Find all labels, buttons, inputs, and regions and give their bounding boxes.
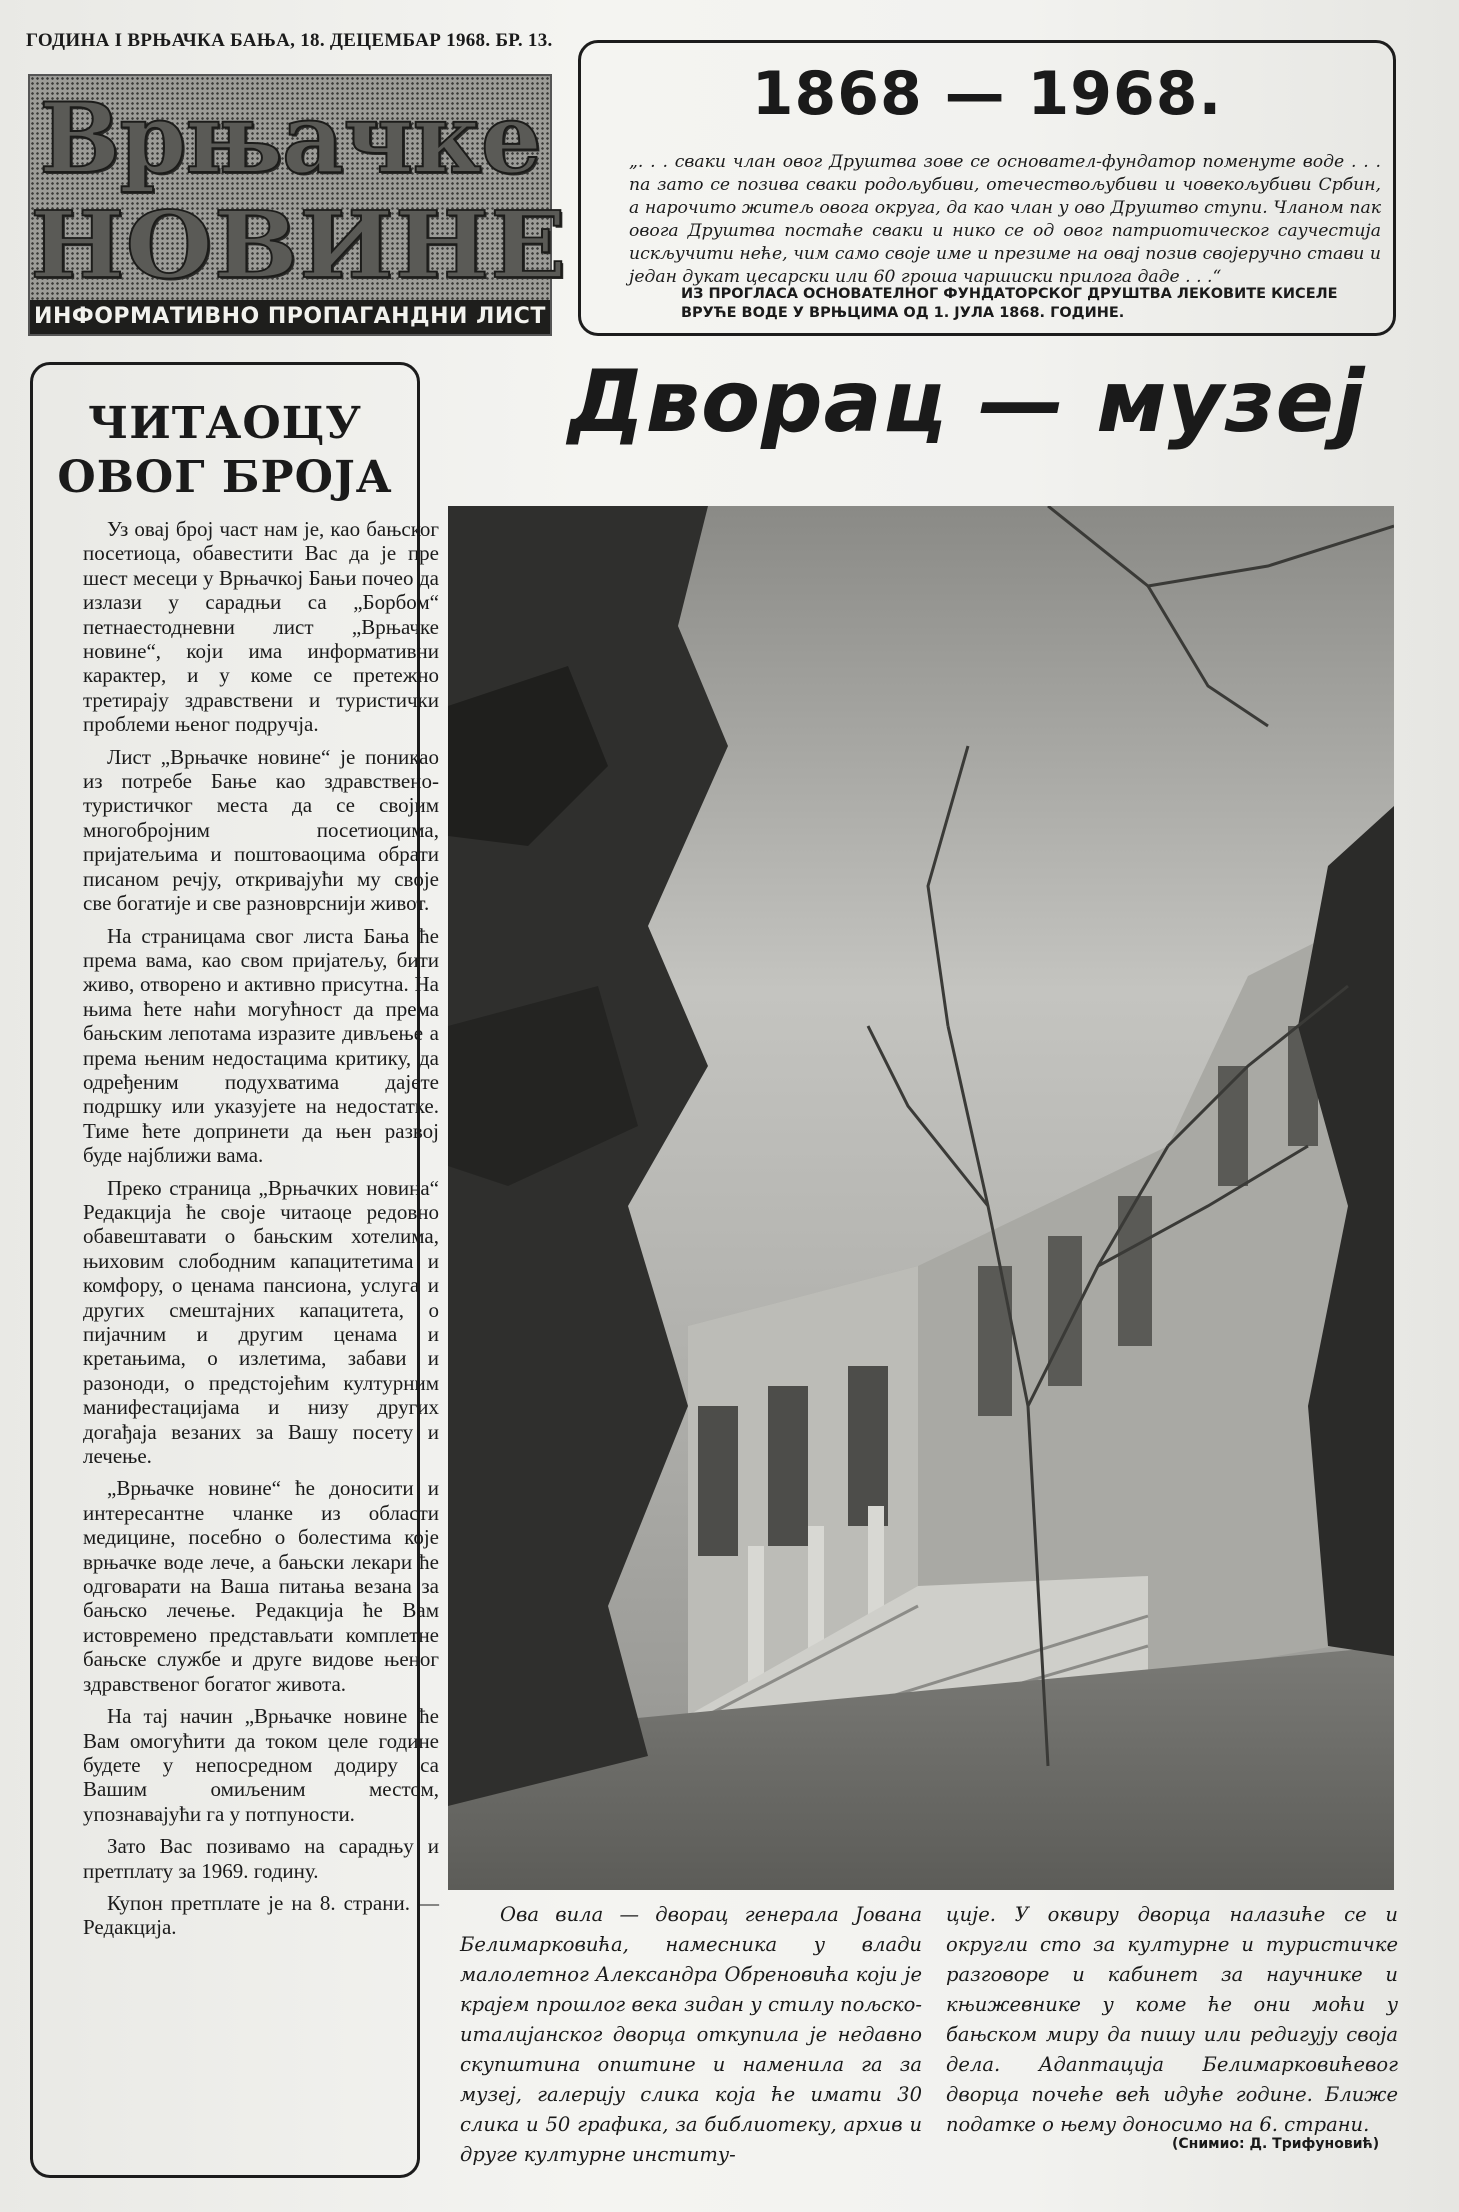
- reader-note-box: [30, 362, 439, 2178]
- article-headline: Дворац — музеј: [568, 352, 1366, 452]
- castle-photo: [448, 506, 1394, 1890]
- reader-note-body: [83, 517, 439, 1948]
- masthead-subtitle: ИНФОРМАТИВНО ПРОПАГАНДНИ ЛИСТ: [30, 300, 550, 334]
- reader-note-paragraph: Зато Вас позивамо на сарадњу и претплату за 1969. годину.: [83, 1834, 439, 1883]
- anniversary-quote: „. . . сваки члан овог Друштва зове се основател-фундатор поменуте воде . . . па зато се позива сваки родољубиви, отечествољубиви и човекољубиви Србин, а нарочито житељ овога округа, да као члан у ово Друштво ступи. Чланом пак овога Друштва постаће сваки и нико се од овог патриотическог саучестија искључити неће, чим само своје име и презиме на овај позив својеручно стави и један дукат цесарски или 60 гроша чаршиски прилога даде . . .“: [629, 152, 1381, 287]
- reader-note-paragraph: „Врњачке новине“ ће доносити и интересантне чланке из области медицине, посебно о болестима које врњачке воде лече, а бањски лекари ће одговарати на Ваша питања везана за бањско лечење. Редакција ће Вам истовремено представљати комплетне бањске службе и друге видове њеног здравственог богатог живота.: [83, 1476, 439, 1696]
- anniversary-source: ИЗ ПРОГЛАСА ОСНОВАТЕЛНОГ ФУНДАТОРСКОГ ДРУШТВА ЛЕКОВИТЕ КИСЕЛЕ ВРУЋЕ ВОДЕ У ВРЊЦИМА ОД 1. ЈУЛА 1868. ГОДИНЕ.: [681, 286, 1338, 321]
- reader-note-paragraph: Преко страница „Врњачких новина“ Редакција ће своје читаоце редовно обавештавати о бањским хотелима, њиховим слободним капацитетима и комфору, о ценама пансиона, услуга и других смештајних капацитета, о пијачним и другим ценама и кретањима, о излетима, забави и разоноди, о предстојећим културним манифестацијама и низу других догађаја везаних за Вашу посету и лечење.: [83, 1175, 439, 1469]
- anniversary-box: [578, 40, 1396, 336]
- masthead-title-line2: НОВИНЕ: [30, 190, 568, 300]
- dateline: ГОДИНА I ВРЊАЧКА БАЊА, 18. ДЕЦЕМБАР 1968. БР. 13.: [26, 30, 553, 51]
- masthead: [28, 74, 568, 336]
- photo-credit: (Снимио: Д. Трифуновић): [1172, 2136, 1380, 2152]
- anniversary-title: 1868 — 1968.: [751, 59, 1223, 129]
- photo-caption-right: ције. У оквиру дворца налазиће се и округли сто за културне и туристичке разговоре и кабинет за научнике и књижевнике у коме ће они моћи у бањском миру да пишу или редигују своја дела. Адаптација Белимарковићевог дворца почеће већ идуће године. Ближе податке о њему доносимо на 6. страни.: [946, 1903, 1398, 2136]
- reader-note-paragraph: Лист „Врњачке новине“ је поникао из потребе Бање као здравствено-туристичког места да се својим многобројним посетиоцима, пријатељима и поштоваоцима обрати писаном речју, откривајући му своје све богатије и све разноврснији живот.: [83, 744, 439, 916]
- masthead-title-line1: Врњачке: [39, 82, 541, 195]
- reader-note-title: ЧИТАОЦУ ОВОГ БРОЈА: [57, 398, 393, 503]
- reader-note-paragraph: Уз овај број част нам је, као бањског посетиоца, обавестити Вас да је пре шест месеци у Врњачкој Бањи почео да излази у сарадњи са „Борбом“ петнаестодневни лист „Врњачке новине“, који има информативни карактер, и у коме се претежно третирају здравствени и туристички проблеми њеног подручја.: [83, 517, 439, 737]
- photo-caption-left: Ова вила — дворац генерала Јована Белимарковића, намесника у влади малолетног Александра Обреновића који је крајем прошлог века зидан у стилу пољско-италијанског дворца откупила је недавно скупштина општине и наменила га за музеј, галерију слика која ће имати 30 слика и 50 графика, за библиотеку, архив и друге културне институ-: [460, 1903, 922, 2166]
- reader-note-paragraph: Купон претплате је на 8. страни. — Редакција.: [83, 1890, 439, 1940]
- reader-note-paragraph: На тај начин „Врњачке новине ће Вам омогућити да током целе године будете у непосредном додиру са Вашим омиљеним местом, упознавајући га у потпуности.: [83, 1704, 439, 1826]
- reader-note-paragraph: На страницама свог листа Бања ће према вама, као свом пријатељу, бити живо, отворено и активно присутна. На њима ћете наћи могућност да према бањским лепотама изразите дивљење а према њеним недостацима критику, да одређеним подухватима дајете подршку или указујете на недостатке. Тиме ћете допринети да њен развој буде најближи вама.: [83, 923, 439, 1168]
